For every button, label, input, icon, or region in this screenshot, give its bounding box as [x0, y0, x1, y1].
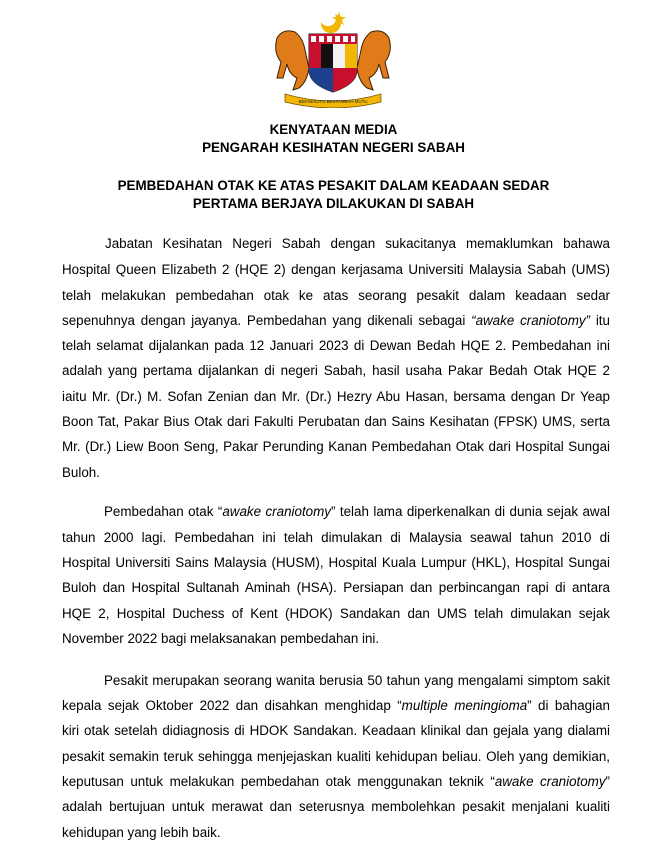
p1-line: telah selamat dijalankan pada 12 Januari 2023 di Dewan Bedah HQE 2. Pembedahan ini [62, 338, 610, 353]
p2-line: tahun 2000 lagi. Pembedahan ini telah dimulakan di Malaysia seawal tahun 2010 di [62, 530, 610, 545]
p1-line: sepenuhnya dengan jayanya. Pembedahan yang dikenali sebagai “awake craniotomy” itu [62, 313, 610, 328]
headline-line-1: PEMBEDAHAN OTAK KE ATAS PESAKIT DALAM KEADAAN SEDAR [117, 178, 550, 193]
p2-line: HQE 2, Hospital Duchess of Kent (HDOK) Sandakan dan UMS telah dimulakan sejak [62, 606, 610, 621]
p2-line: Hospital Universiti Sains Malaysia (HUSM), Hospital Kuala Lumpur (HKL), Hospital Sungai [62, 555, 610, 570]
crest-motto: BERSEKUTU BERTAMBAH MUTU [298, 99, 368, 104]
p2-line: November 2022 bagi melaksanakan pembedahan ini. [62, 631, 380, 646]
p3-line: kehidupan yang lebih baik. [62, 825, 221, 840]
p1-line: Boon Tat, Pakar Bius Otak dari Fakulti Perubatan dan Sains Kesihatan (FPSK) UMS, serta [62, 414, 610, 429]
headline-line-2: PERTAMA BERJAYA DILAKUKAN DI SABAH [192, 196, 475, 211]
p2-line: Pembedahan otak “awake craniotomy” telah lama diperkenalkan di dunia sejak awal [104, 504, 610, 519]
p3-line: adalah bertujuan untuk merawat dan seterusnya membolehkan pesakit menjalani kualiti [62, 799, 610, 814]
p1-line: Hospital Queen Elizabeth 2 (HQE 2) dengan kerjasama Universiti Malaysia Sabah (UMS) [62, 262, 610, 277]
p1-line: Buloh. [62, 465, 100, 480]
p1-line: adalah yang pertama dijalankan di negeri Sabah, hasil usaha Pakar Bedah Otak HQE 2 [62, 363, 610, 378]
p3-line: keputusan untuk melakukan pembedahan otak menggunakan teknik “awake craniotomy” [62, 774, 611, 789]
coat-of-arms-logo [263, 8, 403, 108]
p1-line: iaitu Mr. (Dr.) M. Sofan Zenian dan Mr. (Dr.) Hezry Abu Hasan, bersama dengan Dr Yeap [62, 389, 610, 404]
media-statement-title: KENYATAAN MEDIA [269, 122, 398, 137]
p3-line: kiri otak setelah didiagnosis di HDOK Sandakan. Keadaan klinikal dan gejala yang dialami [62, 723, 610, 738]
p3-line: Pesakit merupakan seorang wanita berusia 50 tahun yang mengalami simptom sakit [104, 673, 610, 688]
p1-line: Mr. (Dr.) Liew Boon Seng, Pakar Perunding Kanan Pembedahan Otak dari Hospital Sungai [62, 439, 610, 454]
p3-line: kepala sejak Oktober 2022 dan disahkan menghidap “multiple meningioma” di bahagian [62, 698, 610, 713]
p1-line: Jabatan Kesihatan Negeri Sabah dengan sukacitanya memaklumkan bahawa [105, 236, 610, 251]
p2-line: Buloh dan Hospital Sultanah Aminah (HSA). Persiapan dan perbincangan rapi di antara [62, 580, 610, 595]
p1-line: telah melakukan pembedahan otak ke atas seorang pesakit dalam keadaan sedar [62, 288, 610, 303]
p3-line: pesakit semakin teruk sehingga menjejaskan kualiti kehidupan beliau. Oleh yang demikian, [62, 749, 610, 764]
director-title: PENGARAH KESIHATAN NEGERI SABAH [202, 140, 465, 155]
